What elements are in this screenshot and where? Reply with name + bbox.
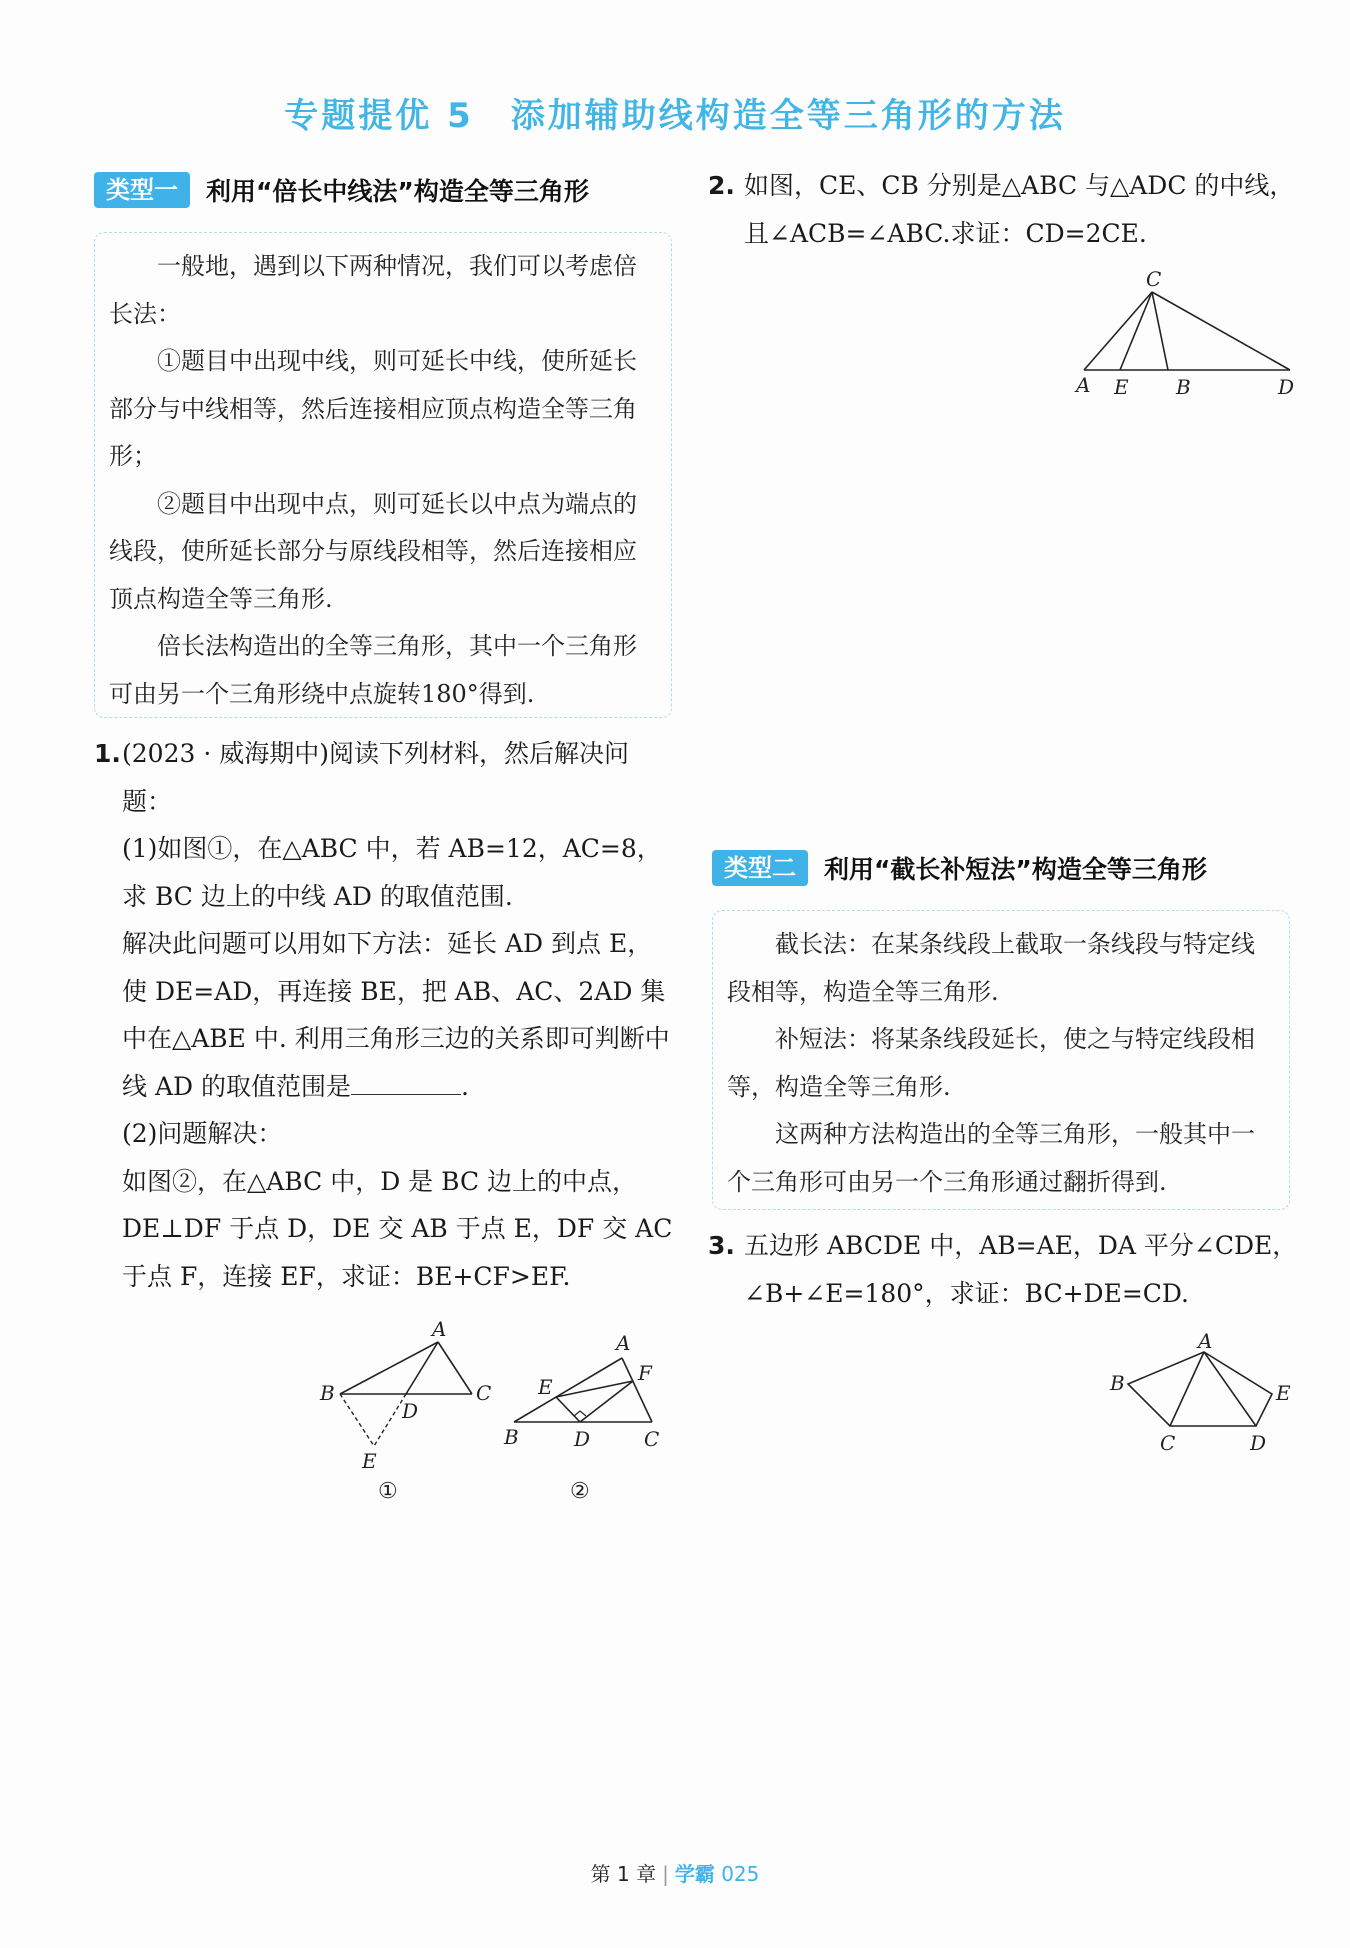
problem-method: 解决此问题可以用如下方法：延长 AD 到点 E，使 DE=AD，再连接 BE，把 AB、AC、2AD 集中在△ABE 中. 利用三角形三边的关系即可判断中线 AD 的取值范围是 . — [122, 929, 670, 1101]
figure-problem-2 — [1068, 268, 1308, 404]
svg-text:E: E — [1114, 375, 1129, 399]
problem-text: 如图，CE、CB 分别是△ABC 与△ADC 的中线，且∠ACB=∠ABC.求证：CD=2CE. — [744, 171, 1295, 248]
svg-text:D: D — [1278, 375, 1295, 399]
svg-text:C: C — [644, 1427, 660, 1451]
tip-paragraph: 这两种方法构造出的全等三角形，一般其中一个三角形可由另一个三角形通过翻折得到. — [727, 1120, 1255, 1196]
section2-title: 利用“截长补短法”构造全等三角形 — [824, 855, 1207, 884]
section1-tip-box — [94, 232, 672, 718]
page-footer — [0, 1858, 1350, 1887]
problem-1 — [94, 730, 674, 1300]
section1-title: 利用“倍长中线法”构造全等三角形 — [206, 177, 589, 206]
svg-text:A: A — [432, 1318, 447, 1341]
svg-text:B: B — [504, 1425, 519, 1449]
section2-tip-box — [712, 910, 1290, 1210]
footer-page-number: 025 — [721, 1862, 760, 1886]
tip-paragraph: ②题目中出现中点，则可延长以中点为端点的线段，使所延长部分与原线段相等，然后连接相应顶点构造全等三角形. — [109, 489, 637, 613]
svg-text:C: C — [1160, 1431, 1176, 1455]
figure-1-caption: ① — [378, 1479, 398, 1504]
answer-blank[interactable] — [351, 1069, 461, 1095]
section2-tag: 类型二 — [712, 850, 808, 886]
problem-part2: 如图②，在△ABC 中，D 是 BC 边上的中点，DE⊥DF 于点 D，DE 交 AB 于点 E，DF 交 AC 于点 F，连接 EF，求证：BE+CF>EF. — [122, 1166, 673, 1291]
problem-part2-head: (2)问题解决： — [122, 1119, 283, 1148]
svg-text:C: C — [1146, 268, 1162, 291]
svg-text:F: F — [638, 1361, 652, 1385]
svg-text:E: E — [1276, 1381, 1291, 1405]
problem-number: 2. — [708, 171, 735, 200]
tip-paragraph: 截长法：在某条线段上截取一条线段与特定线段相等，构造全等三角形. — [727, 930, 1255, 1006]
svg-text:B: B — [1110, 1371, 1125, 1395]
figure-1 — [310, 1318, 510, 1508]
svg-text:A: A — [1076, 373, 1091, 397]
page-title: 专题提优 5 添加辅助线构造全等三角形的方法 — [284, 96, 1066, 136]
svg-text:E: E — [538, 1375, 553, 1399]
svg-text:D: D — [402, 1399, 419, 1423]
tip-paragraph: ①题目中出现中线，则可延长中线，使所延长部分与中线相等，然后连接相应顶点构造全等三角形； — [109, 347, 637, 470]
problem-intro: (2023 · 威海期中)阅读下列材料，然后解决问题： — [122, 739, 629, 816]
section2-header — [712, 848, 1207, 888]
figure-2-caption: ② — [570, 1479, 590, 1504]
svg-text:B: B — [320, 1381, 335, 1405]
section1-header — [94, 170, 589, 210]
figure-problem-3 — [1100, 1330, 1300, 1456]
tip-paragraph: 一般地，遇到以下两种情况，我们可以考虑倍长法： — [109, 252, 637, 328]
tip-paragraph: 倍长法构造出的全等三角形，其中一个三角形可由另一个三角形绕中点旋转180°得到. — [109, 632, 637, 708]
svg-text:B: B — [1176, 375, 1191, 399]
problem-2 — [708, 162, 1308, 257]
svg-text:A: A — [616, 1331, 631, 1355]
section1-tag: 类型一 — [94, 172, 190, 208]
problem-part1: (1)如图①，在△ABC 中，若 AB=12，AC=8，求 BC 边上的中线 AD 的取值范围. — [122, 834, 662, 911]
svg-text:E: E — [362, 1449, 377, 1473]
figure-2 — [500, 1330, 670, 1508]
tip-paragraph: 补短法：将某条线段延长，使之与特定线段相等，构造全等三角形. — [727, 1025, 1255, 1101]
problem-number: 1. — [94, 739, 121, 768]
svg-text:C: C — [476, 1381, 492, 1405]
problem-number: 3. — [708, 1231, 735, 1260]
svg-text:D: D — [574, 1427, 591, 1451]
problem-text: 五边形 ABCDE 中，AB=AE，DA 平分∠CDE，∠B+∠E=180°，求证：BC+DE=CD. — [744, 1231, 1298, 1308]
footer-chapter: 第 1 章 — [590, 1862, 657, 1886]
problem-3 — [708, 1222, 1308, 1317]
svg-text:A: A — [1198, 1330, 1213, 1353]
svg-text:D: D — [1250, 1431, 1267, 1455]
footer-brand: 学霸 — [674, 1862, 715, 1886]
footer-separator: | — [662, 1862, 669, 1886]
